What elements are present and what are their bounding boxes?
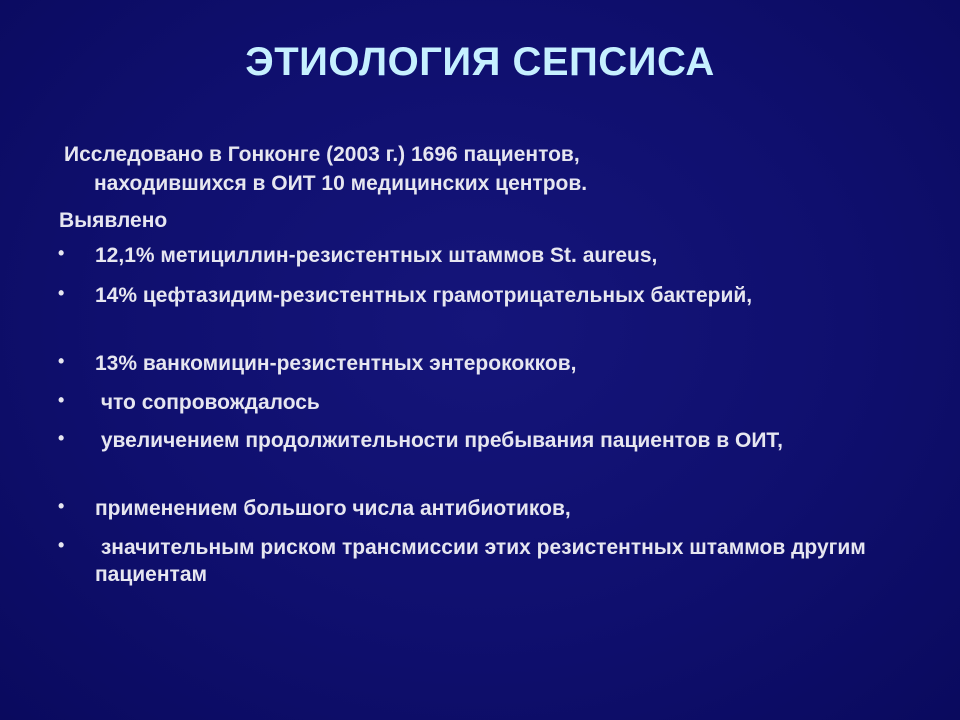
list-item-text: увеличением продолжительности пребывания пациентов в ОИТ, — [95, 429, 783, 452]
list-item — [58, 242, 918, 269]
list-item — [58, 350, 918, 377]
bullet-icon: • — [58, 390, 65, 410]
bullet-icon: • — [58, 243, 65, 263]
list-item — [58, 495, 918, 522]
slide-title: ЭТИОЛОГИЯ СЕПСИСА — [245, 40, 715, 84]
bullet-icon: • — [58, 496, 65, 516]
list-item-text: 13% ванкомицин-резистентных энтерококков, — [95, 352, 577, 375]
list-item — [58, 427, 918, 454]
bullet-icon: • — [58, 351, 65, 371]
list-item-text: значительным риском трансмиссии этих резистентных штаммов другим пациентам — [95, 536, 872, 586]
list-item-text: применением большого числа антибиотиков, — [95, 497, 571, 520]
list-item — [58, 389, 918, 416]
bullet-icon: • — [58, 535, 65, 555]
findings-label: Выявлено — [59, 209, 168, 232]
bullet-icon: • — [58, 283, 65, 303]
list-item-text: 12,1% метициллин-резистентных штаммов St. aureus, — [95, 244, 658, 267]
list-item — [58, 282, 918, 309]
bullet-icon: • — [58, 428, 65, 448]
list-item-text: 14% цефтазидим-резистентных грамотрицательных бактерий, — [95, 284, 753, 307]
intro-paragraph — [64, 140, 904, 198]
intro-line-1: Исследовано в Гонконге (2003 г.) 1696 пациентов, — [64, 143, 580, 166]
intro-line-2: находившихся в ОИТ 10 медицинских центров. — [94, 172, 588, 195]
list-item — [58, 534, 918, 588]
list-item-text: что сопровождалось — [95, 391, 320, 414]
